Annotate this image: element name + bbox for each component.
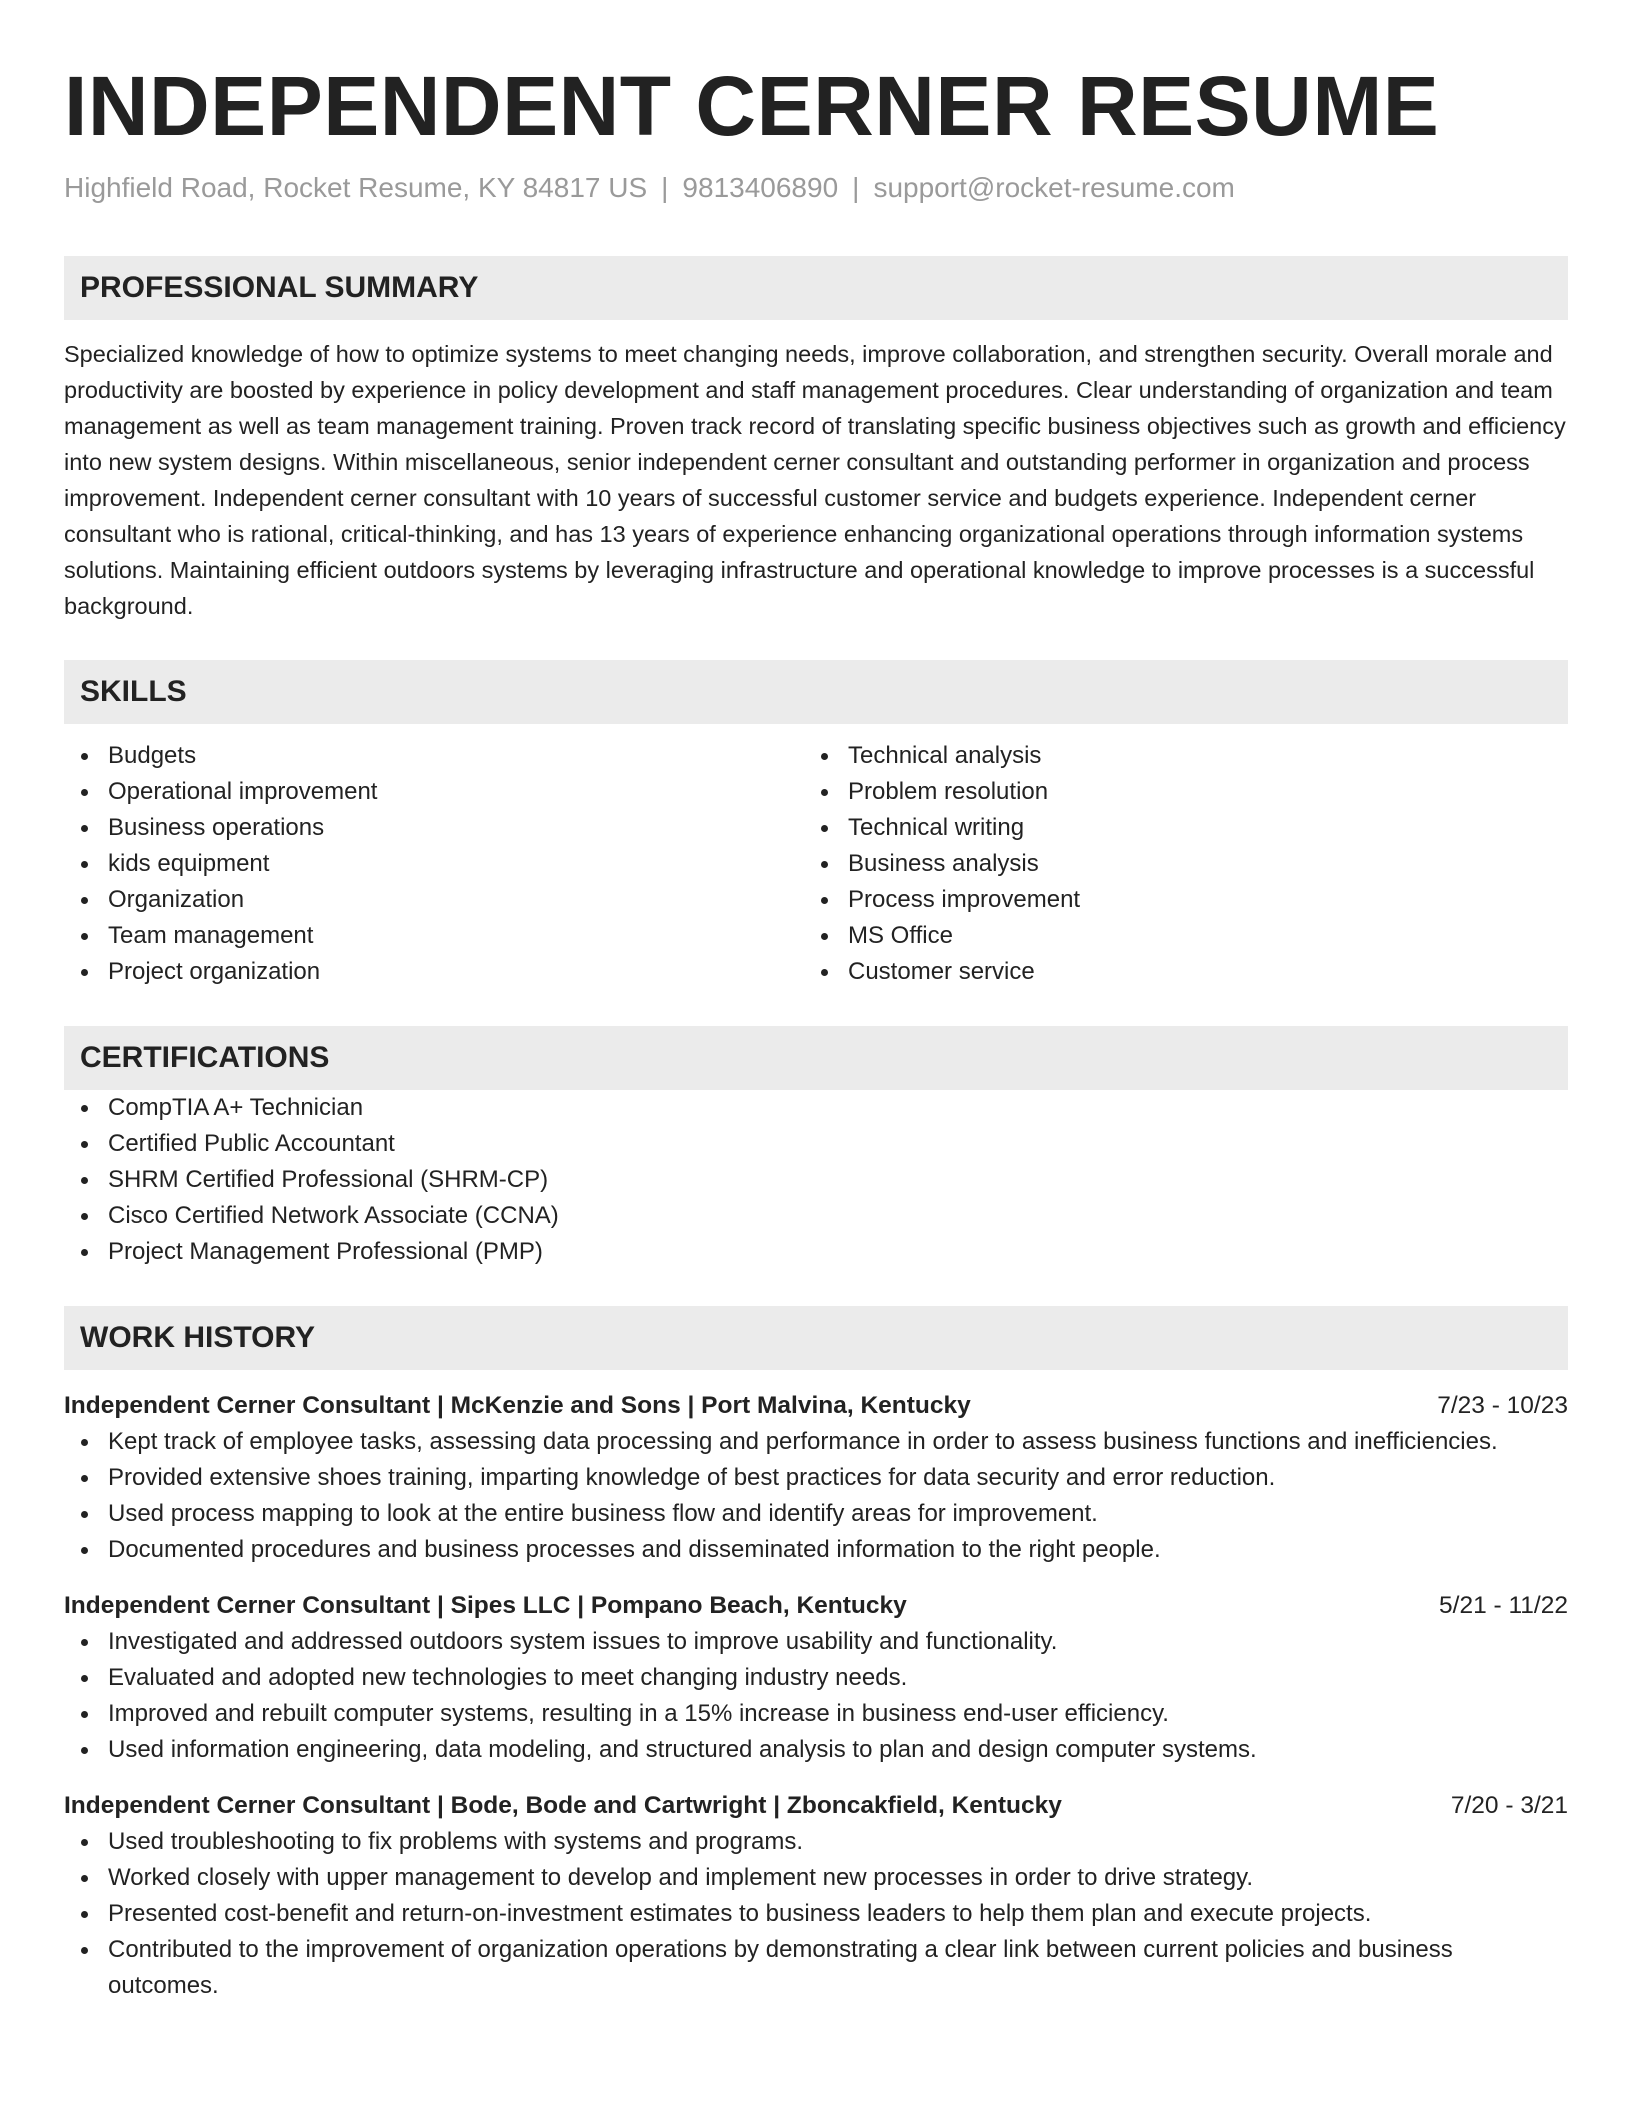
skill-item: Process improvement bbox=[804, 882, 1544, 918]
job-bullets bbox=[64, 1624, 1568, 1768]
certification-item: CompTIA A+ Technician bbox=[64, 1090, 1568, 1126]
contact-separator: | bbox=[852, 172, 860, 203]
job-bullet: Used troubleshooting to fix problems with systems and programs. bbox=[64, 1824, 1568, 1860]
skill-item: Technical analysis bbox=[804, 738, 1544, 774]
job-title: Independent Cerner Consultant | McKenzie and Sons | Port Malvina, Kentucky bbox=[64, 1392, 971, 1419]
skill-item: Operational improvement bbox=[64, 774, 804, 810]
job-entry bbox=[64, 1788, 1568, 2004]
skill-item: Team management bbox=[64, 918, 804, 954]
job-entry bbox=[64, 1388, 1568, 1568]
section-heading-summary: PROFESSIONAL SUMMARY bbox=[64, 256, 1568, 320]
job-title: Independent Cerner Consultant | Bode, Bode and Cartwright | Zboncakfield, Kentucky bbox=[64, 1792, 1062, 1819]
skills-column-left bbox=[64, 738, 804, 990]
job-dates: 5/21 - 11/22 bbox=[1439, 1592, 1568, 1619]
job-bullet: Presented cost-benefit and return-on-investment estimates to business leaders to help them plan and execute projects. bbox=[64, 1896, 1568, 1932]
skill-item: Customer service bbox=[804, 954, 1544, 990]
job-header bbox=[64, 1788, 1568, 1824]
resume-title: INDEPENDENT CERNER RESUME bbox=[64, 59, 1440, 153]
contact-separator: | bbox=[661, 172, 669, 203]
job-bullet: Improved and rebuilt computer systems, resulting in a 15% increase in business end-user efficiency. bbox=[64, 1696, 1568, 1732]
skill-item: kids equipment bbox=[64, 846, 804, 882]
contact-phone: 9813406890 bbox=[682, 172, 839, 203]
certification-item: SHRM Certified Professional (SHRM-CP) bbox=[64, 1162, 1568, 1198]
contact-address: Highfield Road, Rocket Resume, KY 84817 US bbox=[64, 172, 648, 203]
job-bullet: Documented procedures and business processes and disseminated information to the right people. bbox=[64, 1532, 1568, 1568]
skill-item: Technical writing bbox=[804, 810, 1544, 846]
summary-text: Specialized knowledge of how to optimize systems to meet changing needs, improve collaboration, and strengthen security. Overall morale and productivity are boosted by experience in policy development and staff management procedures. Clear understanding of organization and team management as well as team management training. Proven track record of translating specific business objectives such as growth and efficiency into new system designs. Within miscellaneous, senior independent cerner consultant and outstanding performer in organization and process improvement. Independent cerner consultant with 10 years of successful customer service and budgets experience. Independent cerner consultant who is rational, critical-thinking, and has 13 years of experience enhancing organizational operations through information systems solutions. Maintaining efficient outdoors systems by leveraging infrastructure and operational knowledge to improve processes is a successful background. bbox=[64, 341, 1566, 619]
section-heading-work-history: WORK HISTORY bbox=[64, 1306, 1568, 1370]
certification-item: Cisco Certified Network Associate (CCNA) bbox=[64, 1198, 1568, 1234]
section-heading-skills: SKILLS bbox=[64, 660, 1568, 724]
skills-column-right bbox=[804, 738, 1544, 990]
job-bullets bbox=[64, 1824, 1568, 2004]
skill-item: Business operations bbox=[64, 810, 804, 846]
job-dates: 7/23 - 10/23 bbox=[1437, 1392, 1568, 1419]
job-bullet: Kept track of employee tasks, assessing data processing and performance in order to assess business functions and inefficiencies. bbox=[64, 1424, 1568, 1460]
certifications-list bbox=[64, 1090, 1568, 1270]
skill-item: Organization bbox=[64, 882, 804, 918]
certification-item: Project Management Professional (PMP) bbox=[64, 1234, 1568, 1270]
skill-item: Project organization bbox=[64, 954, 804, 990]
skill-item: Problem resolution bbox=[804, 774, 1544, 810]
skills-list bbox=[64, 738, 1568, 990]
job-bullet: Worked closely with upper management to develop and implement new processes in order to drive strategy. bbox=[64, 1860, 1568, 1896]
job-dates: 7/20 - 3/21 bbox=[1450, 1792, 1568, 1819]
job-bullet: Provided extensive shoes training, imparting knowledge of best practices for data security and error reduction. bbox=[64, 1460, 1568, 1496]
skill-item: MS Office bbox=[804, 918, 1544, 954]
job-header bbox=[64, 1388, 1568, 1424]
contact-email: support@rocket-resume.com bbox=[873, 172, 1235, 203]
certification-item: Certified Public Accountant bbox=[64, 1126, 1568, 1162]
section-heading-certifications: CERTIFICATIONS bbox=[64, 1026, 1568, 1090]
job-bullets bbox=[64, 1424, 1568, 1568]
job-entry bbox=[64, 1588, 1568, 1768]
job-title: Independent Cerner Consultant | Sipes LLC | Pompano Beach, Kentucky bbox=[64, 1592, 907, 1619]
job-header bbox=[64, 1588, 1568, 1624]
job-bullet: Investigated and addressed outdoors system issues to improve usability and functionality. bbox=[64, 1624, 1568, 1660]
skill-item: Business analysis bbox=[804, 846, 1544, 882]
contact-line bbox=[64, 170, 1568, 206]
job-bullet: Evaluated and adopted new technologies to meet changing industry needs. bbox=[64, 1660, 1568, 1696]
job-bullet: Used information engineering, data modeling, and structured analysis to plan and design computer systems. bbox=[64, 1732, 1568, 1768]
job-bullet: Used process mapping to look at the entire business flow and identify areas for improvement. bbox=[64, 1496, 1568, 1532]
job-bullet: Contributed to the improvement of organization operations by demonstrating a clear link between current policies and business outcomes. bbox=[64, 1932, 1568, 2004]
skill-item: Budgets bbox=[64, 738, 804, 774]
